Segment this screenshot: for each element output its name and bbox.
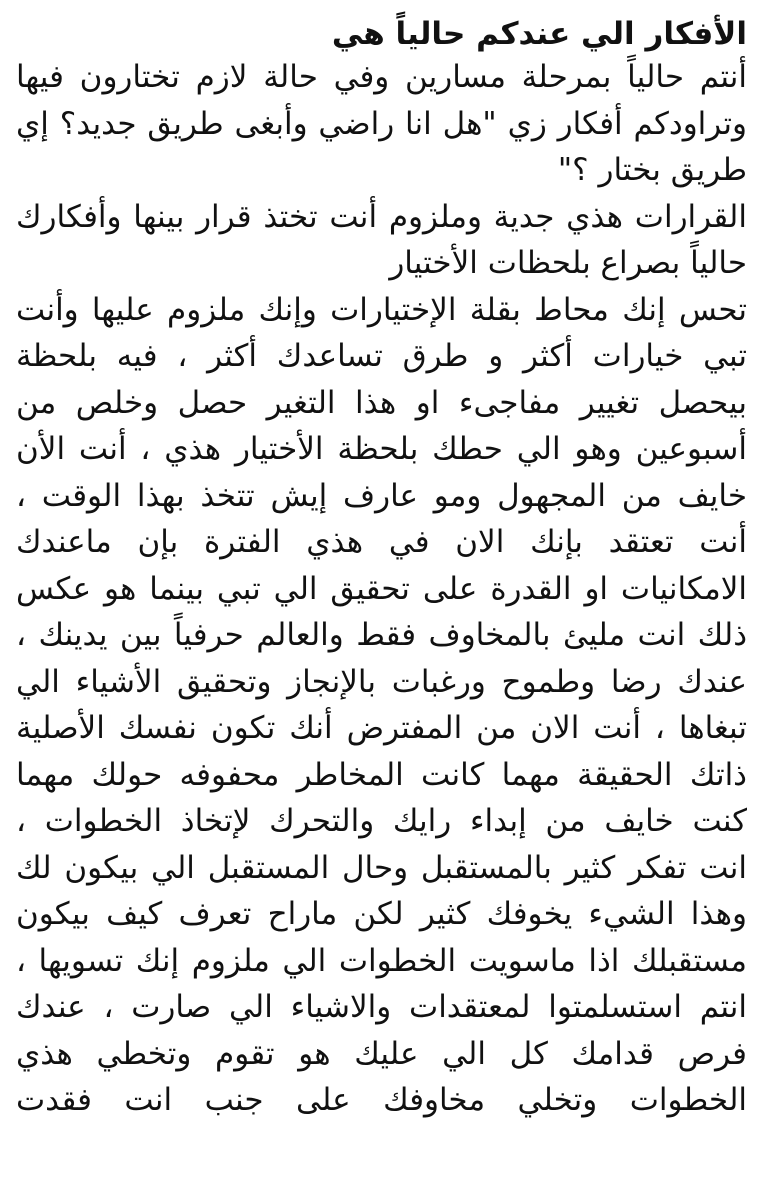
body-text [16,54,747,1124]
text-line: كنت خايف من إبداء رايك والتحرك لإتخاذ الخطوات ، [16,803,747,839]
text-line: حالياً بصراع بلحظات الأختيار [389,245,747,281]
text-line: وتراودكم أفكار زي "هل انا راضي وأبغى طريق جديد؟ إي [16,105,747,142]
text-line: بيحصل تغيير مفاجىء او هذا التغير حصل وخلص من [16,384,747,421]
text-line: القرارات هذي جدية وملزوم أنت تختذ قرار بينها وأفكارك [16,198,747,235]
text-line: تبغاها ، أنت الان من المفترض أنك تكون نفسك الأصلية [16,710,747,746]
text-line: ذاتك الحقيقة مهما كانت المخاطر محفوفه حولك مهما [16,756,747,793]
text-line: أنت تعتقد بإنك الان في هذي الفترة بإن ماعندك [16,524,747,560]
text-line: تبي خيارات أكثر و طرق تساعدك أكثر ، فيه بلحظة [16,338,747,374]
text-line: فرص قدامك كل الي عليك هو تقوم وتخطي هذي [16,1035,747,1072]
text-line: أسبوعين وهو الي حطك بلحظة الأختيار هذي ، أنت الأن [16,431,747,467]
text-line: وهذا الشيء يخوفك كثير لكن ماراح تعرف كيف بيكون [16,896,747,932]
text-line: الخطوات وتخلي مخاوفك على جنب انت فقدت [16,1082,747,1118]
text-line: تحس إنك محاط بقلة الإختيارات وإنك ملزوم عليها وأنت [16,291,747,328]
text-line: ذلك انت مليئ بالمخاوف فقط والعالم حرفياً بين يدينك ، [16,617,747,653]
text-line: خايف من المجهول ومو عارف إيش تتخذ بهذا الوقت ، [16,477,747,514]
text-line: الامكانيات او القدرة على تحقيق الي تبي بينما هو عكس [16,570,747,607]
document-title: الأفكار الي عندكم حالياً هي [331,16,747,52]
text-line: انتم استسلمتوا لمعتقدات والاشياء الي صارت ، عندك [16,989,747,1025]
text-line: انت تفكر كثير بالمستقبل وحال المستقبل الي بيكون لك [16,849,747,886]
text-line: مستقبلك اذا ماسويت الخطوات الي ملزوم إنك تسويها ، [16,942,747,979]
text-line: طريق بختار ؟" [557,152,747,188]
text-line: عندك رضا وطموح ورغبات بالإنجاز وتحقيق الأشياء الي [16,663,747,700]
text-line: أنتم حالياً بمرحلة مسارين وفي حالة لازم تختارون فيها [16,59,747,95]
